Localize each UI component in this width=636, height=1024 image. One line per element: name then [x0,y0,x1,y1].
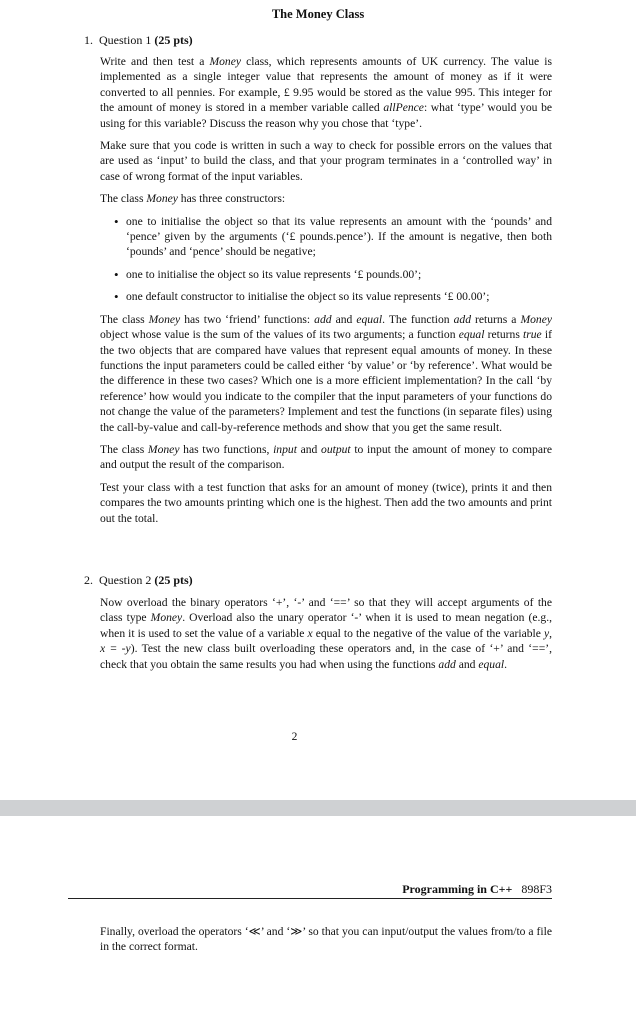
question-2-label: Question 2 [99,573,152,587]
page-two [0,816,636,1024]
list-item: • one to initialise the object so that its value represents an amount with the ‘pounds’ and ‘pence’ given by the arguments (‘£ pounds.pence’). If the amount is negative, then both ‘pounds’ and ‘pence’ should be negative; [114,214,552,260]
q1-paragraph-4: The class Money has two ‘friend’ functions: add and equal. The function add returns a Money object whose value is the sum of the values of its two arguments; a function equal returns true if the two objects that are compared have values that represent equal amounts of money. In these functions the input parameters could be called either ‘by value’ or ‘by reference’. What would be the difference in these two cases? Which one is a more efficient implementation? In the call ‘by reference’ how would you indicate to the compiler that the input parameters of your functions do not change the value of the parameters? Implement and test the functions (in separate files) using the call-by-value and call-by-reference methods and show that you get the same result. [100,312,552,434]
question-1-body [100,54,552,533]
q1-paragraph-5: The class Money has two functions, input and output to input the amount of money to compare and output the result of the comparison. [100,442,552,472]
question-1-points: (25 pts) [154,33,193,47]
page-number: 2 [291,731,298,743]
question-1-number: 1. [84,33,93,47]
question-1-heading [84,33,193,48]
question-2-body [100,595,552,679]
document-title: The Money Class [271,7,365,21]
header-rule [68,898,552,899]
running-header [0,882,552,897]
list-item: • one to initialise the object so its value represents ‘£ pounds.00’; [114,267,552,282]
list-item: • one default constructor to initialise the object so its value represents ‘£ 00.00’; [114,289,552,304]
constructor-list [100,214,552,305]
q1-paragraph-6: Test your class with a test function that asks for an amount of money (twice), prints it and then compares the two amounts printing which one is the highest. Then add the two amounts and print out the total. [100,480,552,525]
final-paragraph: Finally, overload the operators ‘≪’ and ‘≫’ so that you can input/output the values from/to a file in the correct format. [100,925,552,954]
question-2-heading [84,573,193,588]
question-1-label: Question 1 [99,33,152,47]
q1-paragraph-1: Write and then test a Money class, which represents amounts of UK currency. The value is implemented as a single integer value that represents the amount of money as if it were converted to all pennies. For example, £ 9.95 would be stored as the value 995. This integer for the amount of money is stored in a member variable called allPence: what ‘type’ would you be using for this variable? Discuss the reason why you chose that ‘type’. [100,55,553,130]
q1-paragraph-3: The class Money has three constructors: [100,192,286,206]
page-separator [0,800,636,816]
q1-paragraph-2: Make sure that you code is written in such a way to check for possible errors on the values that are used as ‘input’ to build the class, and that your program terminates in a ‘controlled way’ in case of wrong format of the input variables. [100,139,552,183]
question-2-number: 2. [84,573,93,587]
course-name: Programming in C++ [402,882,513,896]
question-2-points: (25 pts) [154,573,193,587]
course-code: 898F3 [521,882,552,896]
q2-paragraph-1: Now overload the binary operators ‘+’, ‘-’ and ‘==’ so that they will accept arguments of the class type Money. Overload also the unary operator ‘-’ when it is used to mean negation (e.g., when it is used to set the value of a variable x equal to the negative of the value of the variable y, x = -y). Test the new class built overloading these operators and, in the case of ‘+’ and ‘==’, check that you obtain the same results you had when using the functions add and equal. [100,596,553,671]
